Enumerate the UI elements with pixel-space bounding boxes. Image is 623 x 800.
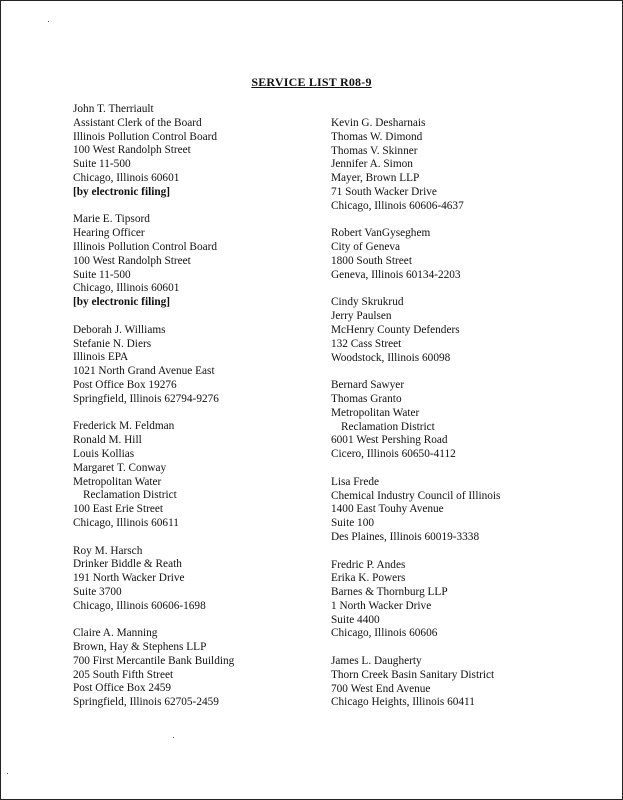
address-line: Suite 11-500 bbox=[73, 268, 131, 281]
address-line: Suite 3700 bbox=[73, 585, 122, 598]
address-line: 205 South Fifth Street bbox=[73, 668, 174, 681]
address-line: 100 West Randolph Street bbox=[73, 254, 191, 267]
address-line: Chicago Heights, Illinois 60411 bbox=[331, 696, 475, 709]
address-line: 100 West Randolph Street bbox=[73, 144, 191, 157]
address-line: Thomas V. Skinner bbox=[331, 144, 418, 157]
address-line: Jennifer A. Simon bbox=[331, 158, 413, 171]
recipient-name: Marie E. Tipsord bbox=[73, 213, 150, 226]
service-list-entry bbox=[73, 324, 323, 407]
address-line: Reclamation District bbox=[83, 489, 177, 502]
filing-note: [by electronic filing] bbox=[73, 296, 171, 309]
address-line: Chemical Industry Council of Illinois bbox=[331, 489, 501, 502]
address-line: Illinois EPA bbox=[73, 351, 129, 364]
address-line: 71 South Wacker Drive bbox=[331, 185, 437, 198]
filing-note: [by electronic filing] bbox=[73, 185, 171, 198]
recipient-name: Bernard Sawyer bbox=[331, 379, 405, 392]
address-line: Metropolitan Water bbox=[73, 475, 162, 488]
address-line: City of Geneva bbox=[331, 241, 401, 254]
recipient-name: Cindy Skrukrud bbox=[331, 296, 404, 309]
address-line: 1021 North Grand Avenue East bbox=[73, 365, 215, 378]
scan-speck bbox=[48, 21, 49, 22]
address-line: Chicago, Illinois 60601 bbox=[73, 171, 180, 184]
service-list-entry bbox=[331, 476, 601, 545]
address-line: 100 East Erie Street bbox=[73, 503, 164, 516]
address-line: Assistant Clerk of the Board bbox=[73, 116, 202, 129]
service-list-entry bbox=[331, 296, 601, 365]
address-line: Illinois Pollution Control Board bbox=[73, 240, 218, 253]
address-line: Chicago, Illinois 60601 bbox=[73, 282, 180, 295]
service-list-entry bbox=[73, 420, 323, 530]
address-line: 1 North Wacker Drive bbox=[331, 599, 432, 612]
address-line: 1800 South Street bbox=[331, 254, 412, 267]
address-line: Drinker Biddle & Reath bbox=[73, 558, 182, 571]
recipient-name: Deborah J. Williams bbox=[73, 323, 166, 336]
address-line: Metropolitan Water bbox=[331, 406, 420, 419]
address-line: 132 Cass Street bbox=[331, 337, 402, 350]
service-list-entry bbox=[331, 559, 601, 642]
address-line: Chicago, Illinois 60606-4637 bbox=[331, 199, 464, 212]
service-list-right-column bbox=[331, 117, 601, 724]
service-list-left-column bbox=[73, 103, 323, 724]
address-line: Springfield, Illinois 62794-9276 bbox=[73, 392, 219, 405]
recipient-name: Claire A. Manning bbox=[73, 627, 158, 640]
address-line: Suite 11-500 bbox=[73, 158, 131, 171]
service-list-entry bbox=[73, 627, 323, 710]
recipient-name: Roy M. Harsch bbox=[73, 544, 143, 557]
address-line: Cicero, Illinois 60650-4112 bbox=[331, 448, 456, 461]
address-line: Chicago, Illinois 60606-1698 bbox=[73, 599, 206, 612]
recipient-name: Kevin G. Desharnais bbox=[331, 117, 426, 129]
address-line: Stefanie N. Diers bbox=[73, 337, 152, 350]
address-line: Brown, Hay & Stephens LLP bbox=[73, 641, 207, 654]
address-line: 700 First Mercantile Bank Building bbox=[73, 654, 235, 667]
address-line: 6001 West Pershing Road bbox=[331, 434, 448, 447]
address-line: Jerry Paulsen bbox=[331, 310, 392, 323]
address-line: Des Plaines, Illinois 60019-3338 bbox=[331, 530, 480, 543]
recipient-name: Robert VanGyseghem bbox=[331, 227, 431, 240]
service-list-entry bbox=[73, 213, 323, 310]
address-line: Reclamation District bbox=[341, 420, 435, 433]
address-line: Suite 100 bbox=[331, 517, 374, 530]
address-line: Thomas Granto bbox=[331, 392, 402, 405]
recipient-name: John T. Therriault bbox=[73, 103, 154, 115]
service-list-entry bbox=[73, 103, 323, 200]
address-line: Woodstock, Illinois 60098 bbox=[331, 351, 451, 364]
address-line: 700 West End Avenue bbox=[331, 682, 431, 695]
address-line: Post Office Box 19276 bbox=[73, 378, 177, 391]
recipient-name: Lisa Frede bbox=[331, 475, 379, 488]
scan-speck bbox=[173, 737, 174, 738]
address-line: Thorn Creek Basin Sanitary District bbox=[331, 668, 495, 681]
address-line: 191 North Wacker Drive bbox=[73, 572, 185, 585]
address-line: Barnes & Thornburg LLP bbox=[331, 586, 448, 599]
service-list-entry bbox=[331, 379, 601, 462]
address-line: McHenry County Defenders bbox=[331, 323, 460, 336]
address-line: Post Office Box 2459 bbox=[73, 682, 172, 695]
document-title: SERVICE LIST R08-9 bbox=[251, 75, 372, 89]
address-line: Chicago, Illinois 60606 bbox=[331, 627, 438, 640]
service-list-entry bbox=[73, 545, 323, 614]
address-line: Louis Kollias bbox=[73, 447, 135, 460]
address-line: Margaret T. Conway bbox=[73, 461, 167, 474]
address-line: Geneva, Illinois 60134-2203 bbox=[331, 268, 461, 281]
service-list-entry bbox=[331, 227, 601, 282]
address-line: Hearing Officer bbox=[73, 227, 145, 240]
address-line: Illinois Pollution Control Board bbox=[73, 130, 218, 143]
address-line: Thomas W. Dimond bbox=[331, 130, 423, 143]
address-line: Suite 4400 bbox=[331, 613, 380, 626]
address-line: Erika K. Powers bbox=[331, 572, 406, 585]
address-line: Springfield, Illinois 62705-2459 bbox=[73, 696, 219, 709]
recipient-name: James L. Daugherty bbox=[331, 655, 422, 668]
address-line: 1400 East Touhy Avenue bbox=[331, 503, 444, 516]
address-line: Mayer, Brown LLP bbox=[331, 172, 420, 185]
service-list-entry bbox=[331, 655, 601, 710]
service-list-entry bbox=[331, 117, 601, 214]
recipient-name: Fredric P. Andes bbox=[331, 558, 406, 571]
recipient-name: Frederick M. Feldman bbox=[73, 420, 175, 433]
scan-speck bbox=[7, 773, 8, 774]
address-line: Ronald M. Hill bbox=[73, 434, 142, 447]
address-line: Chicago, Illinois 60611 bbox=[73, 516, 179, 529]
